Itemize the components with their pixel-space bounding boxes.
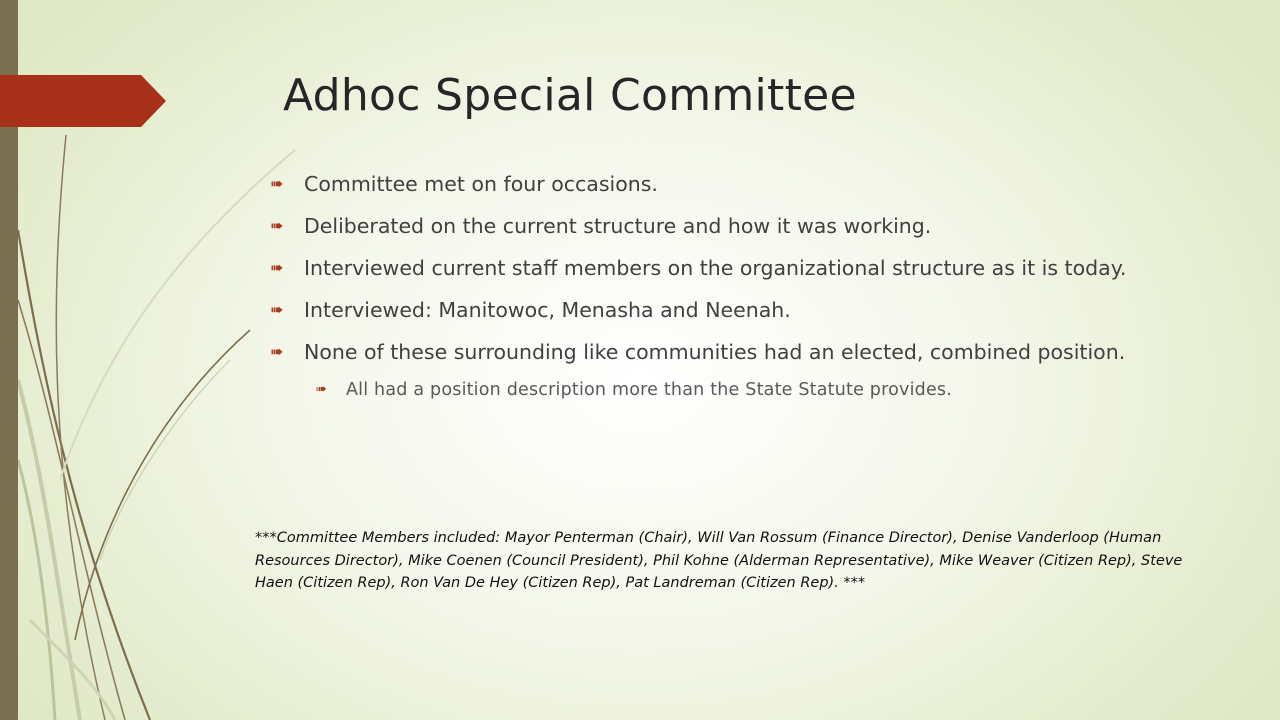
bullet-item: [270, 333, 1260, 375]
bullet-item: [270, 207, 1260, 249]
arrow-bullet-icon: ➠: [316, 382, 328, 397]
bullet-text: None of these surrounding like communities had an elected, combined position.: [304, 340, 1126, 364]
bullet-text: Committee met on four occasions.: [304, 172, 658, 196]
red-arrow-tab: [0, 75, 166, 127]
arrow-bullet-icon: ➠: [270, 174, 284, 193]
bullet-item: [270, 165, 1260, 207]
bullet-item: [270, 249, 1260, 291]
sub-bullet-text: All had a position description more than the State Statute provides.: [346, 380, 953, 400]
committee-members-note: ***Committee Members included: Mayor Penterman (Chair), Will Van Rossum (Finance Director), Denise Vanderloop (Human Resources Director), Mike Coenen (Council President), Phil Kohne (Alderman Representative), Mike Weaver (Citizen Rep), Steve Haen (Citizen Rep), Ron Van De Hey (Citizen Rep), Pat Landreman (Citizen Rep). ***: [255, 530, 1183, 591]
bullet-list: [270, 165, 1260, 405]
arrow-bullet-icon: ➠: [270, 258, 284, 277]
sub-bullet-item: [316, 375, 1260, 405]
bullet-text: Interviewed current staff members on the organizational structure as it is today.: [304, 256, 1127, 280]
slide-title: Adhoc Special Committee: [283, 70, 857, 121]
arrow-bullet-icon: ➠: [270, 342, 284, 361]
bullet-text: Deliberated on the current structure and how it was working.: [304, 214, 932, 238]
arrow-bullet-icon: ➠: [270, 300, 284, 319]
bullet-text: Interviewed: Manitowoc, Menasha and Neenah.: [304, 298, 791, 322]
arrow-bullet-icon: ➠: [270, 216, 284, 235]
bullet-item: [270, 291, 1260, 333]
